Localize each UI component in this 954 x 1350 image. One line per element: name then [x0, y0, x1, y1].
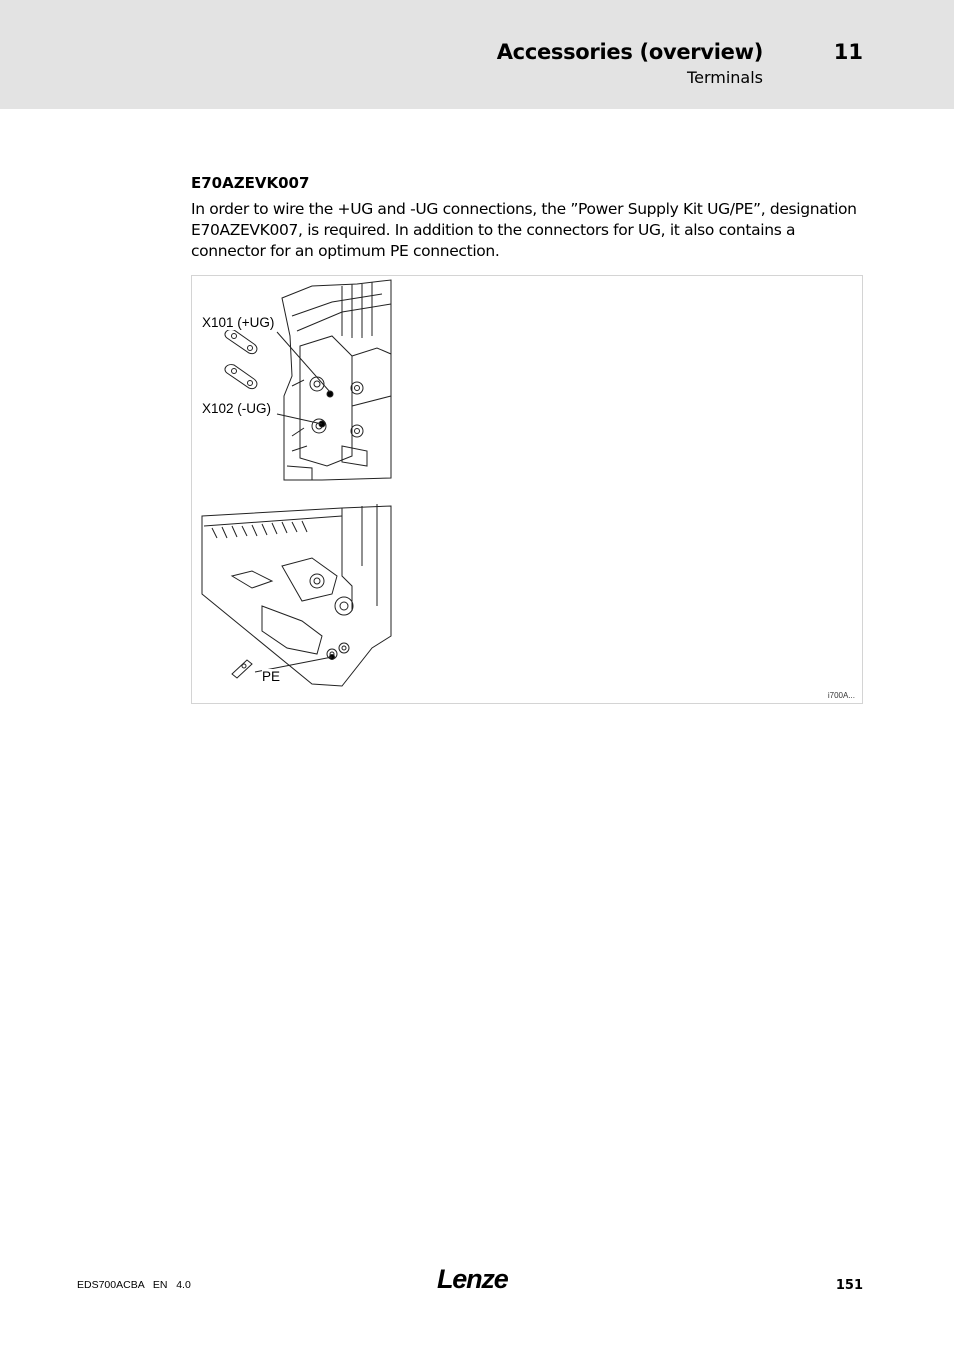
page-number: 151 — [835, 1278, 863, 1293]
lenze-logo: Lenze — [437, 1264, 508, 1294]
chapter-title: Accessories (overview) — [496, 40, 763, 64]
label-pe: PE — [262, 669, 281, 684]
label-x101: X101 (+UG) — [202, 315, 275, 330]
footer-doc-id: EDS700ACBA EN 4.0 — [77, 1279, 191, 1291]
bottom-device-drawing — [202, 504, 391, 686]
chapter-number: 11 — [833, 40, 863, 64]
header-band — [0, 0, 954, 109]
top-device-drawing — [225, 280, 391, 480]
block-heading: E70AZEVK007 — [191, 174, 310, 192]
figure-frame — [191, 275, 863, 704]
body-paragraph: In order to wire the +UG and -UG connections, the ”Power Supply Kit UG/PE”, designation E70AZEVK007, is required. In addition to the connectors for UG, it also contains a connector for an optimum PE connection. — [191, 200, 857, 260]
figure-id: i700A... — [827, 691, 855, 700]
section-subtitle: Terminals — [687, 68, 763, 87]
device-illustration — [192, 276, 864, 705]
label-x102: X102 (-UG) — [202, 401, 272, 416]
